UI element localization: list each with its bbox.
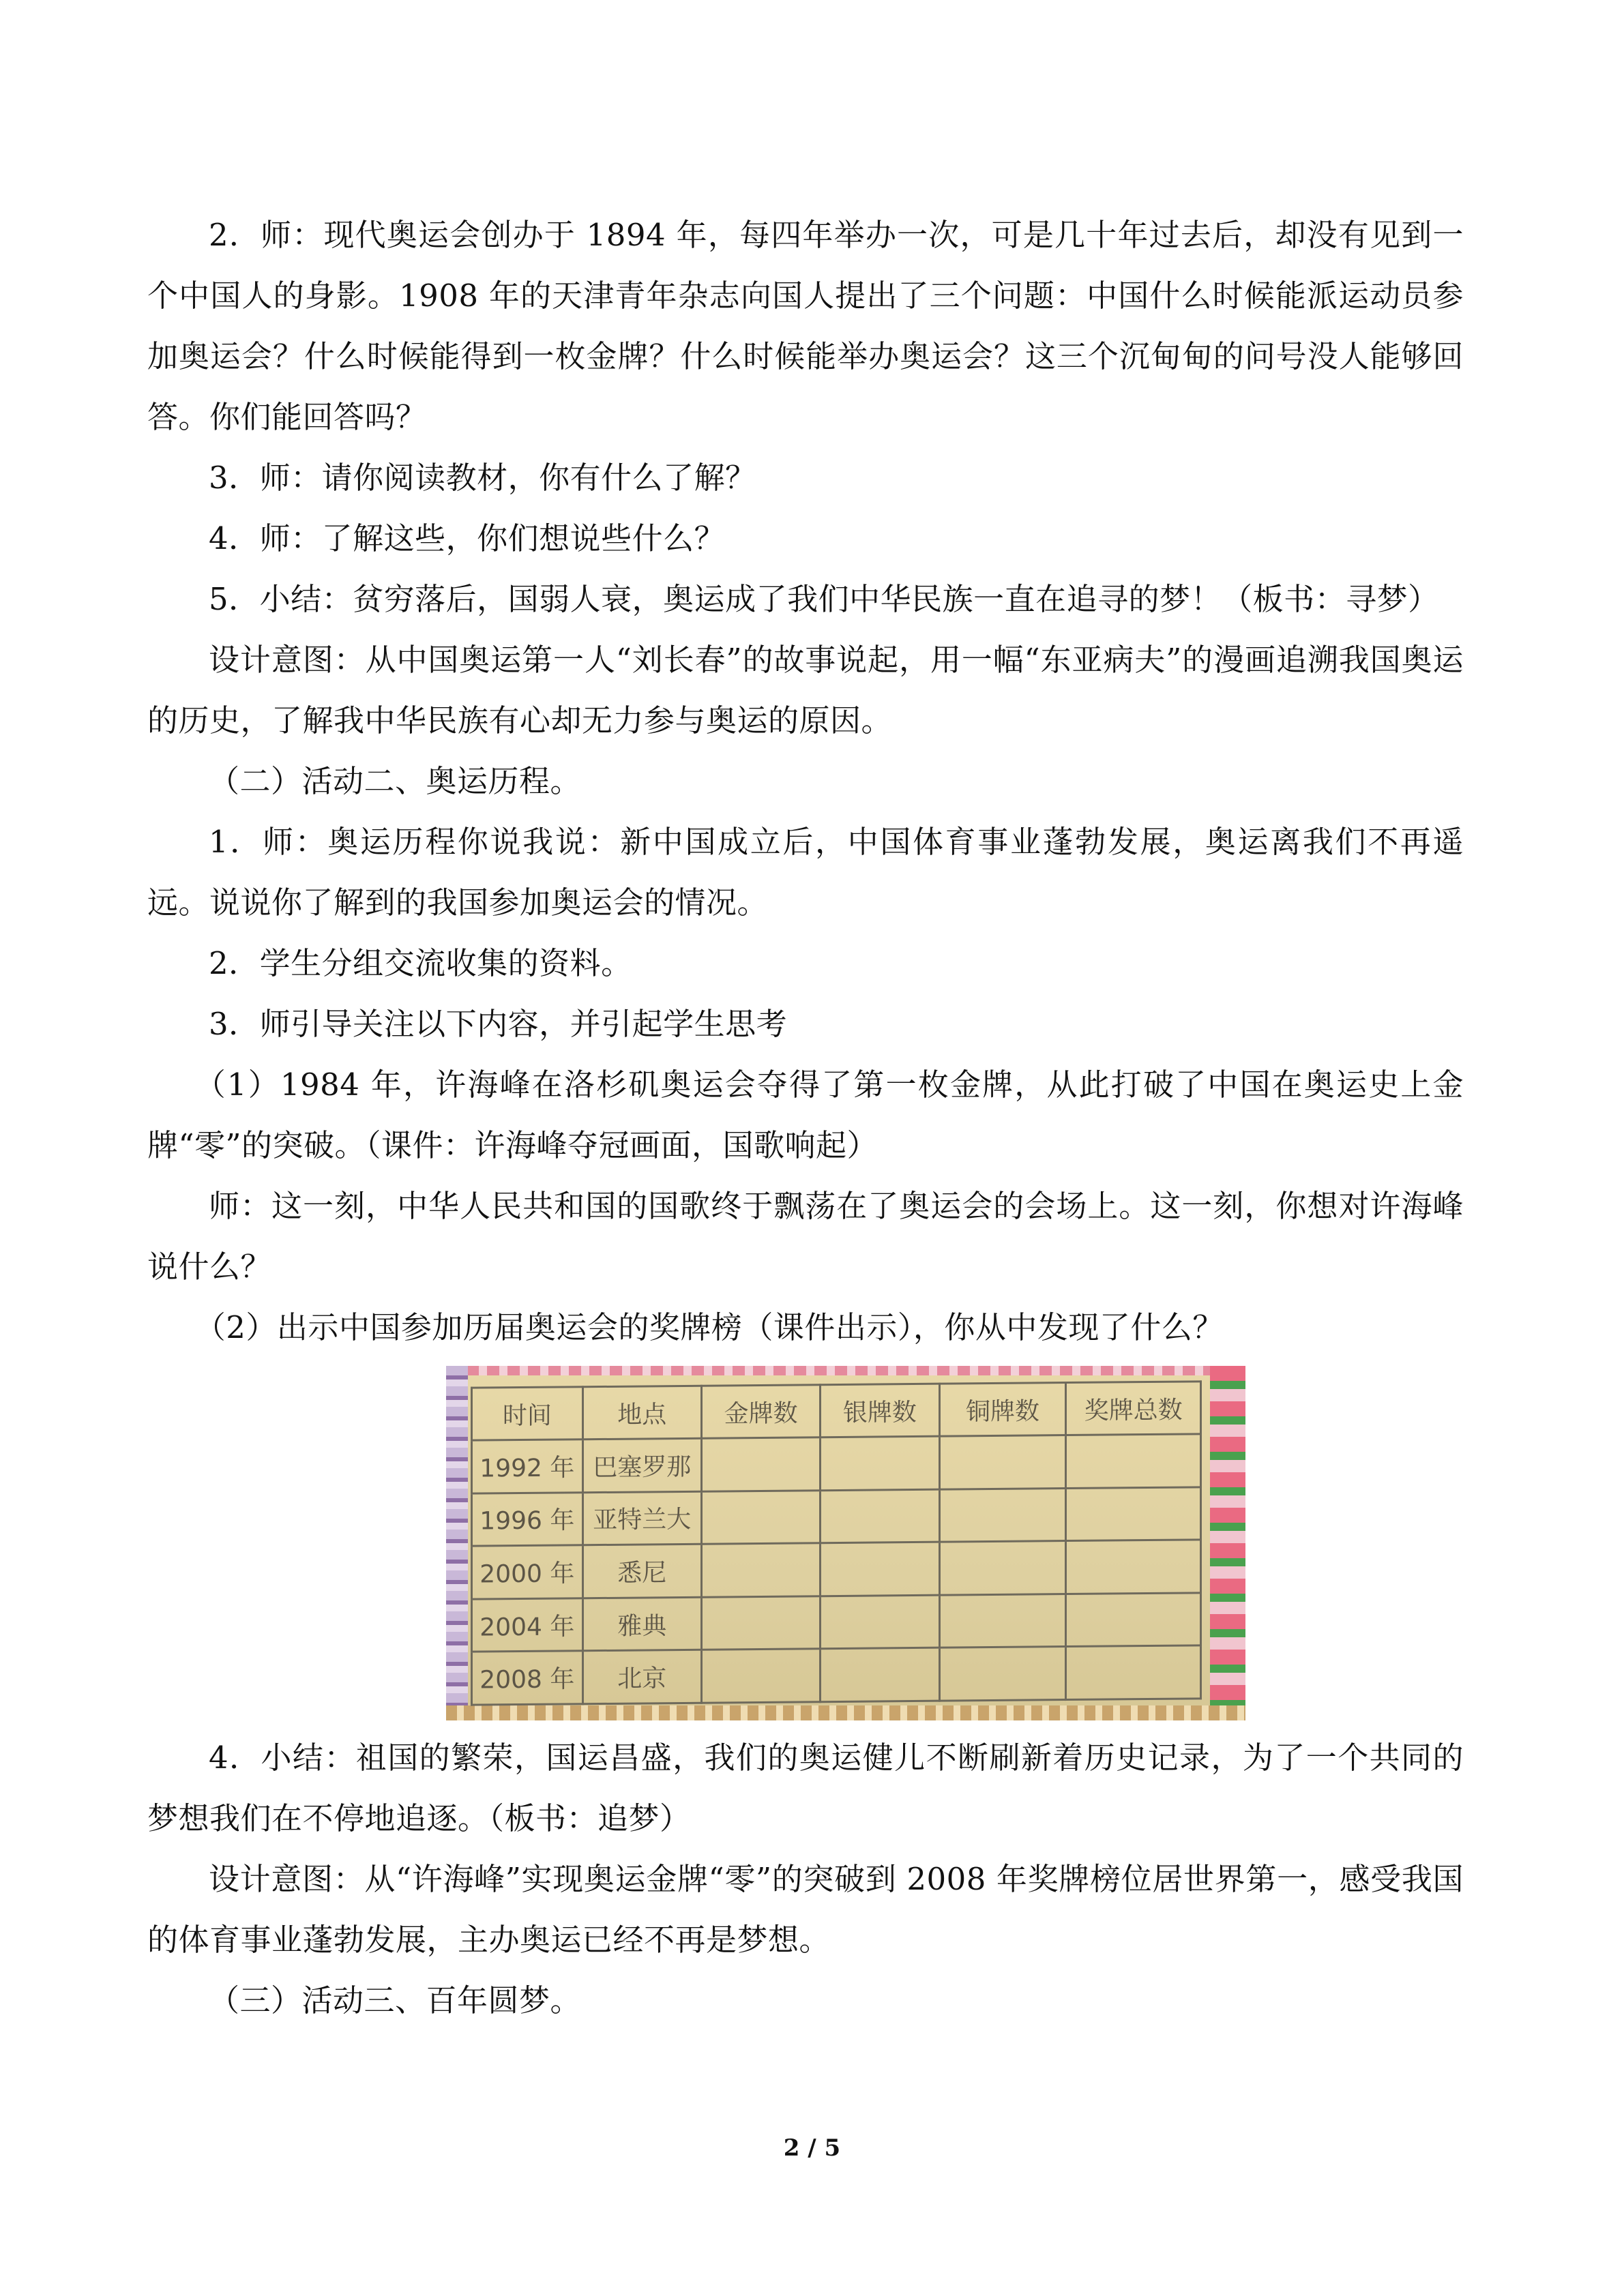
cell-place: 悉尼 xyxy=(582,1544,701,1598)
header-cell-gold: 金牌数 xyxy=(701,1385,820,1439)
cell-place: 巴塞罗那 xyxy=(582,1438,701,1492)
photo-border-left xyxy=(446,1366,468,1720)
cell-silver xyxy=(821,1648,939,1702)
table-row xyxy=(472,1645,1201,1705)
cell-gold xyxy=(701,1490,820,1544)
header-cell-time: 时间 xyxy=(472,1387,583,1440)
cell-year: 1996 年 xyxy=(472,1492,583,1546)
paragraph-summary-chase-dream: 4．小结：祖国的繁荣，国运昌盛，我们的奥运健儿不断刷新着历史记录，为了一个共同的梦想我们在不停地追逐。（板书：追梦） xyxy=(147,1740,1464,1836)
paragraph-xu-haifeng: （1）1984 年，许海峰在洛杉矶奥运会夺得了第一枚金牌，从此打破了中国在奥运史上金牌“零”的突破。（课件：许海峰夺冠画面，国歌响起） xyxy=(147,1067,1464,1163)
photo-border-top xyxy=(446,1366,1245,1375)
cell-year: 2000 年 xyxy=(472,1545,583,1599)
photo-border-right xyxy=(1210,1366,1245,1720)
cell-total xyxy=(1066,1645,1201,1699)
cell-year: 1992 年 xyxy=(472,1440,583,1493)
paragraph-medal-table-intro: （2）出示中国参加历届奥运会的奖牌榜（课件出示），你从中发现了什么？ xyxy=(194,1309,1224,1345)
cell-place: 北京 xyxy=(582,1650,701,1704)
paragraph-group-exchange: 2．学生分组交流收集的资料。 xyxy=(209,945,632,981)
document-page xyxy=(147,205,1464,2031)
paragraph-design-intent-1: 设计意图：从中国奥运第一人“刘长春”的故事说起，用一幅“东亚病夫”的漫画追溯我国奥运的历史，了解我中华民族有心却无力参与奥运的原因。 xyxy=(147,642,1464,739)
medal-table xyxy=(471,1380,1202,1705)
cell-total xyxy=(1066,1593,1201,1647)
cell-total xyxy=(1066,1434,1201,1488)
cell-silver xyxy=(821,1542,939,1596)
cell-bronze xyxy=(939,1594,1066,1648)
cell-year: 2008 年 xyxy=(472,1651,583,1705)
header-cell-bronze: 铜牌数 xyxy=(939,1383,1066,1437)
page-number: 2 / 5 xyxy=(783,2134,841,2162)
cell-gold xyxy=(701,1543,820,1597)
table-row xyxy=(472,1593,1201,1652)
cell-bronze xyxy=(939,1435,1066,1489)
header-cell-silver: 银牌数 xyxy=(821,1384,939,1437)
cell-bronze xyxy=(939,1488,1066,1542)
header-cell-place: 地点 xyxy=(582,1386,701,1440)
cell-place: 亚特兰大 xyxy=(582,1491,701,1545)
cell-silver xyxy=(821,1436,939,1490)
cell-bronze xyxy=(939,1541,1066,1595)
paragraph-read-textbook: 3．师：请你阅读教材，你有什么了解？ xyxy=(209,460,756,496)
table-row xyxy=(472,1434,1201,1493)
cell-silver xyxy=(821,1595,939,1649)
cell-gold xyxy=(701,1596,820,1650)
paragraph-teacher-guide: 3．师引导关注以下内容，并引起学生思考 xyxy=(209,1006,788,1042)
cell-year: 2004 年 xyxy=(472,1598,583,1652)
paragraph-what-to-say: 4．师：了解这些，你们想说些什么？ xyxy=(209,520,726,556)
section-heading-activity-3: （三）活动三、百年圆梦。 xyxy=(209,1982,582,2018)
paragraph-summary-seek-dream: 5．小结：贫穷落后，国弱人衰，奥运成了我们中华民族一直在追寻的梦！（板书：寻梦） xyxy=(209,581,1439,617)
photo-border-bottom xyxy=(446,1705,1245,1720)
paragraph-history-questions: 2．师：现代奥运会创办于 1894 年，每四年举办一次，可是几十年过去后，却没有见到一个中国人的身影。1908 年的天津青年杂志向国人提出了三个问题：中国什么时候能派运动员参加奥运会？什么时候能得到一枚金牌？什么时候能举办奥运会？这三个沉甸甸的问号没人能够回答。你们能回答吗？ xyxy=(147,217,1464,435)
table-row xyxy=(472,1540,1201,1599)
cell-gold xyxy=(701,1437,820,1491)
table-header-row xyxy=(472,1382,1201,1440)
cell-total xyxy=(1066,1540,1201,1594)
section-heading-activity-2: （二）活动二、奥运历程。 xyxy=(209,763,582,799)
header-cell-total: 奖牌总数 xyxy=(1066,1382,1201,1435)
paragraph-olympic-journey: 1．师：奥运历程你说我说：新中国成立后，中国体育事业蓬勃发展，奥运离我们不再遥远。说说你了解到的我国参加奥运会的情况。 xyxy=(147,824,1464,921)
paragraph-national-anthem: 师：这一刻，中华人民共和国的国歌终于飘荡在了奥运会的会场上。这一刻，你想对许海峰说什么？ xyxy=(147,1188,1464,1285)
cell-place: 雅典 xyxy=(582,1597,701,1651)
cell-gold xyxy=(701,1649,820,1703)
cell-total xyxy=(1066,1487,1201,1540)
cell-silver xyxy=(821,1489,939,1543)
table-row xyxy=(472,1487,1201,1546)
medal-table-photo xyxy=(446,1366,1245,1720)
paragraph-design-intent-2: 设计意图：从“许海峰”实现奥运金牌“零”的突破到 2008 年奖牌榜位居世界第一，感受我国的体育事业蓬勃发展，主办奥运已经不再是梦想。 xyxy=(147,1861,1464,1958)
cell-bronze xyxy=(939,1647,1066,1701)
